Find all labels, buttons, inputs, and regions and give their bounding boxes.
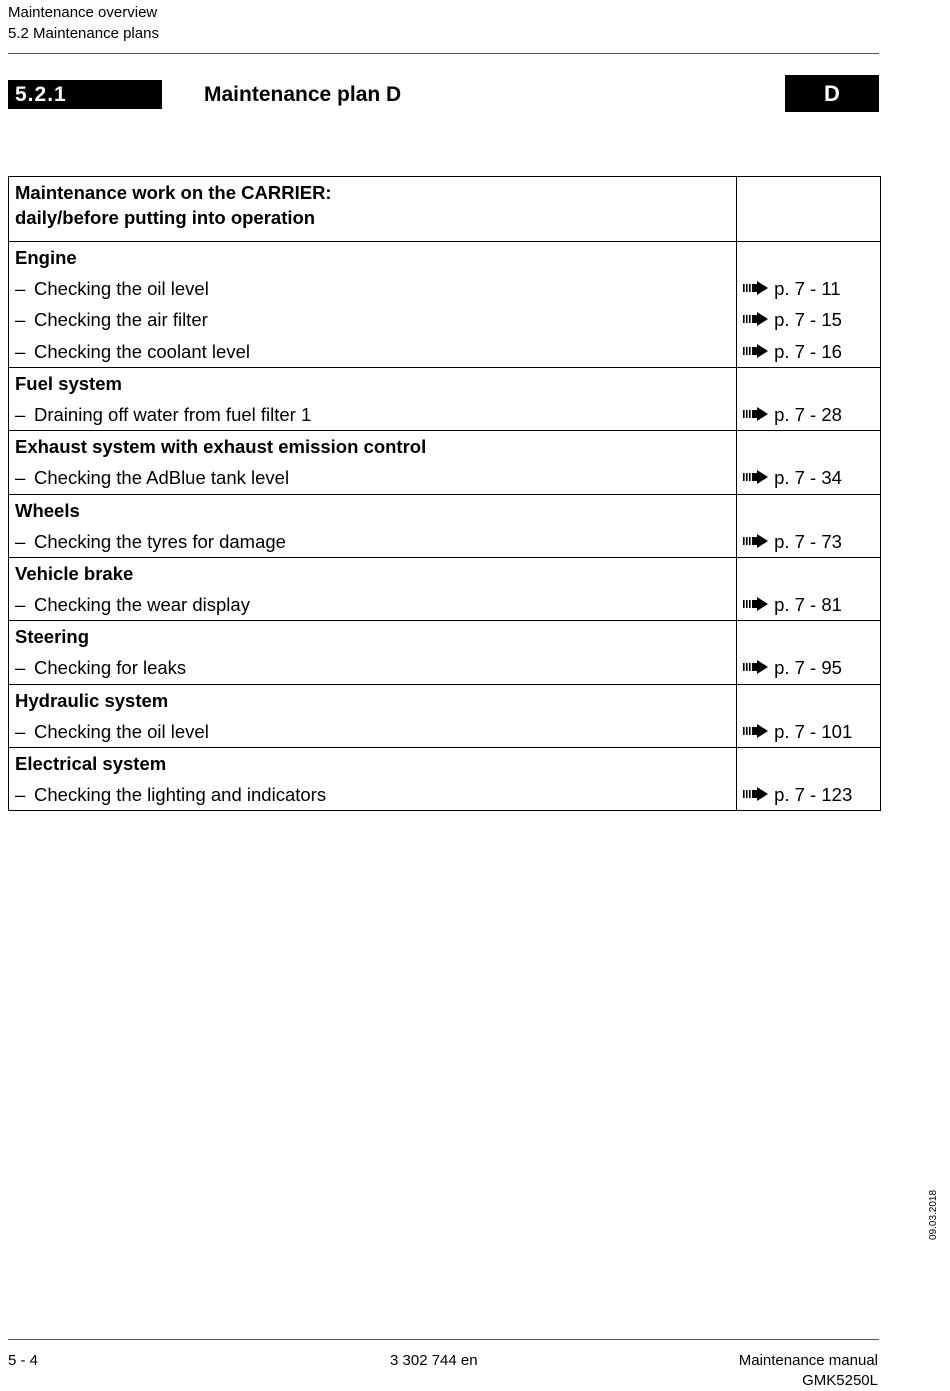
- maintenance-table: [8, 176, 881, 811]
- task-label: Checking the oil level: [34, 720, 209, 742]
- page-reference[interactable]: [737, 462, 880, 493]
- table-heading-line1: Maintenance work on the CARRIER:: [15, 182, 332, 203]
- footer-page-number: 5 - 4: [8, 1352, 39, 1369]
- table-row: [9, 242, 881, 368]
- list-item: [9, 652, 736, 683]
- reference-spacer: [737, 495, 880, 526]
- work-cell: [9, 431, 737, 494]
- task-label: Checking the AdBlue tank level: [34, 467, 290, 489]
- task-label: Checking the lighting and indicators: [34, 784, 327, 806]
- work-cell: [9, 494, 737, 557]
- page-reference-label: p. 7 - 16: [774, 340, 842, 362]
- list-item: [9, 779, 736, 810]
- task-label: Checking the tyres for damage: [34, 530, 286, 552]
- page-reference[interactable]: [737, 716, 880, 747]
- reference-spacer: [737, 431, 880, 462]
- group-title: Exhaust system with exhaust emission control: [15, 436, 427, 458]
- group-title: Electrical system: [15, 753, 167, 774]
- task-label: Checking the coolant level: [34, 340, 250, 362]
- reference-cell: [737, 684, 881, 747]
- list-item: [9, 399, 736, 430]
- footer-rule: [8, 1339, 879, 1340]
- dash-bullet: –: [15, 403, 26, 425]
- task-label: Checking the wear display: [34, 594, 250, 616]
- footer-model: GMK5250L: [802, 1372, 878, 1389]
- reference-spacer: [737, 242, 880, 273]
- list-item: [9, 526, 736, 557]
- dash-bullet: –: [15, 784, 26, 806]
- reference-spacer: [737, 558, 880, 589]
- table-heading-ref-cell: [737, 177, 881, 242]
- dash-bullet: –: [15, 594, 26, 616]
- reference-cell: [737, 621, 881, 684]
- header-section: 5.2 Maintenance plans: [8, 25, 159, 42]
- table-row: [9, 684, 881, 747]
- page-reference-label: p. 7 - 81: [774, 594, 842, 616]
- page-reference-arrow-icon: [743, 589, 768, 620]
- reference-spacer: [737, 368, 880, 399]
- dash-bullet: –: [15, 340, 26, 362]
- side-date: 09.03.2018: [928, 1189, 939, 1240]
- table-row: [9, 494, 881, 557]
- work-cell: [9, 367, 737, 430]
- table-heading: [9, 177, 737, 242]
- list-item: [9, 304, 736, 335]
- page-reference-arrow-icon: [743, 652, 768, 683]
- reference-spacer: [737, 748, 880, 779]
- page-reference-label: p. 7 - 28: [774, 403, 842, 425]
- list-item: [9, 462, 736, 493]
- dash-bullet: –: [15, 309, 26, 331]
- section-title: Maintenance plan D: [204, 83, 402, 106]
- page-reference-arrow-icon: [743, 526, 768, 557]
- work-cell: [9, 748, 737, 811]
- reference-cell: [737, 242, 881, 368]
- reference-cell: [737, 557, 881, 620]
- page-reference-label: p. 7 - 101: [774, 720, 853, 742]
- header-rule: [8, 53, 879, 54]
- task-label: Checking the air filter: [34, 309, 208, 331]
- page-reference-arrow-icon: [743, 716, 768, 747]
- page-reference-arrow-icon: [743, 462, 768, 493]
- dash-bullet: –: [15, 720, 26, 742]
- list-item: [9, 336, 736, 367]
- footer-manual-name: Maintenance manual: [738, 1352, 878, 1369]
- page-reference-label: p. 7 - 11: [774, 278, 841, 300]
- group-title: Fuel system: [15, 372, 122, 394]
- reference-spacer: [737, 621, 880, 652]
- table-heading-line2: daily/before putting into operation: [15, 207, 316, 228]
- work-cell: [9, 684, 737, 747]
- page-reference[interactable]: [737, 779, 880, 810]
- page-reference-label: p. 7 - 73: [774, 530, 842, 552]
- page-reference-arrow-icon: [743, 399, 768, 430]
- page-reference-arrow-icon: [743, 304, 768, 335]
- section-number: 5.2.1: [8, 80, 162, 109]
- dash-bullet: –: [15, 467, 26, 489]
- work-cell: [9, 621, 737, 684]
- reference-cell: [737, 431, 881, 494]
- table-row: [9, 748, 881, 811]
- page-reference-label: p. 7 - 123: [774, 784, 853, 806]
- reference-cell: [737, 367, 881, 430]
- page-reference-arrow-icon: [743, 336, 768, 367]
- group-title: Steering: [15, 626, 90, 648]
- header-chapter: Maintenance overview: [8, 4, 158, 21]
- list-item: [9, 589, 736, 620]
- page-reference-label: p. 7 - 95: [774, 657, 842, 679]
- reference-spacer: [737, 685, 880, 716]
- table-header-row: [9, 177, 881, 242]
- table-row: [9, 431, 881, 494]
- page-reference[interactable]: [737, 304, 880, 335]
- page-reference[interactable]: [737, 589, 880, 620]
- list-item: [9, 716, 736, 747]
- dash-bullet: –: [15, 278, 26, 300]
- page-reference-label: p. 7 - 34: [774, 467, 842, 489]
- list-item: [9, 273, 736, 304]
- table-row: [9, 621, 881, 684]
- footer-doc-number: 3 302 744 en: [390, 1352, 478, 1369]
- page-reference[interactable]: [737, 526, 880, 557]
- dash-bullet: –: [15, 530, 26, 552]
- group-title: Engine: [15, 247, 77, 268]
- footer-manual: [739, 1351, 878, 1391]
- task-label: Draining off water from fuel filter 1: [34, 403, 312, 425]
- page-reference[interactable]: [737, 336, 880, 367]
- group-title: Vehicle brake: [15, 562, 134, 584]
- page-reference[interactable]: [737, 273, 880, 304]
- task-label: Checking the oil level: [34, 278, 209, 300]
- page-reference-arrow-icon: [743, 779, 768, 810]
- group-title: Hydraulic system: [15, 689, 169, 711]
- page-reference-label: p. 7 - 15: [774, 309, 842, 331]
- group-title: Wheels: [15, 499, 80, 521]
- task-label: Checking for leaks: [34, 657, 187, 679]
- table-row: [9, 557, 881, 620]
- page-reference[interactable]: [737, 652, 880, 683]
- reference-cell: [737, 748, 881, 811]
- running-header: [8, 2, 159, 44]
- work-cell: [9, 557, 737, 620]
- dash-bullet: –: [15, 657, 26, 679]
- page-reference-arrow-icon: [743, 273, 768, 304]
- reference-cell: [737, 494, 881, 557]
- page-reference[interactable]: [737, 399, 880, 430]
- work-cell: [9, 242, 737, 368]
- plan-badge: D: [785, 75, 879, 112]
- table-row: [9, 367, 881, 430]
